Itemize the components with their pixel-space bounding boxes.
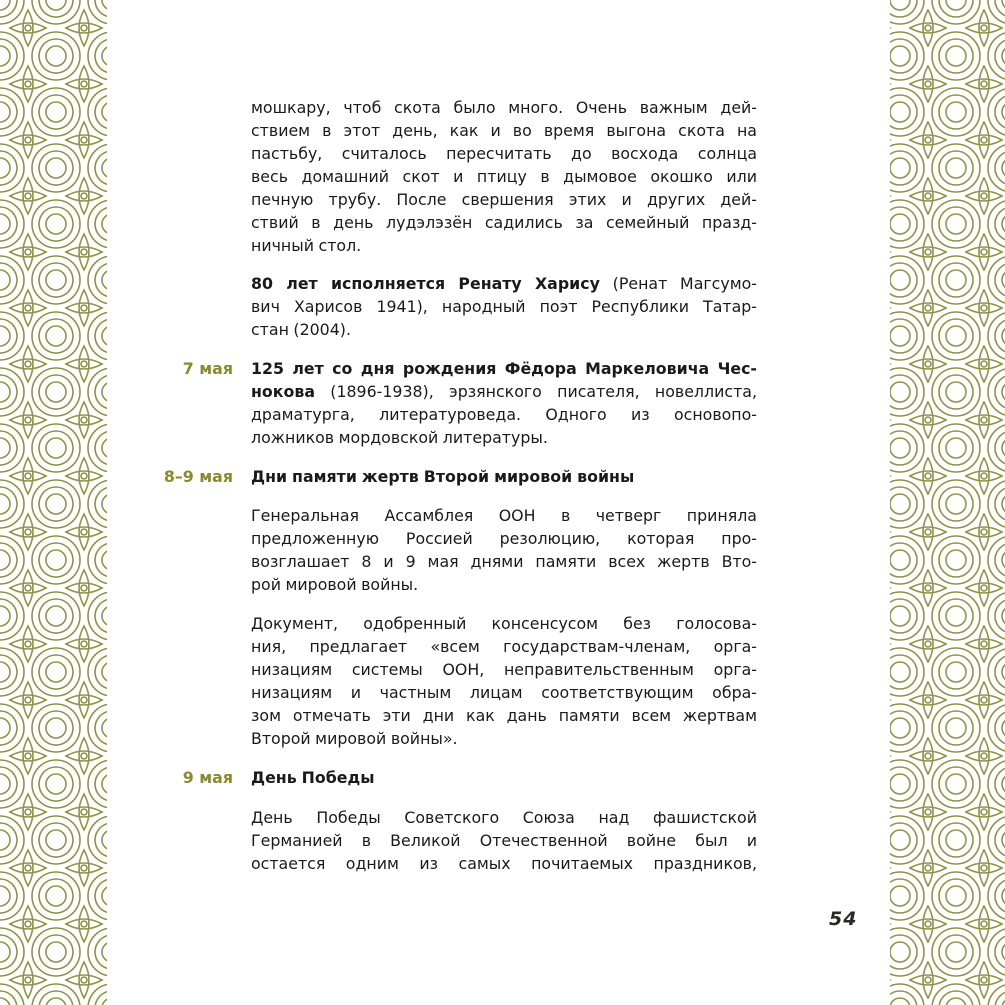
page-content <box>107 0 890 1005</box>
text-line: стан (2004). <box>251 320 351 339</box>
ornament-pattern-right <box>890 0 1005 1005</box>
text-line: рой мировой войны. <box>251 575 419 594</box>
text-line: предложенную Россией резолюцию, которая про- <box>251 529 757 548</box>
text-line <box>251 380 757 403</box>
entry-7-may <box>251 357 757 449</box>
text-line: День Победы Советского Союза над фашистской <box>251 808 757 827</box>
text-line: ния, предлагает «всем государствам-членам, орга- <box>251 637 757 656</box>
text-line: низациям системы ООН, неправительственным орга- <box>251 660 757 679</box>
text-line <box>251 272 757 295</box>
text-line: Генеральная Ассамблея ООН в четверг приняла <box>251 506 757 525</box>
section-heading: Дни памяти жертв Второй мировой войны <box>251 467 635 486</box>
section-heading: День Победы <box>251 768 375 787</box>
paragraph-renat-kharis <box>251 272 757 341</box>
text-line: мошкару, чтоб скота было много. Очень важным дей- <box>251 98 757 117</box>
paragraph-un-document <box>251 612 757 750</box>
text-line: Германией в Великой Отечественной войне был и <box>251 831 757 850</box>
text-line: зом отмечать эти дни как дань памяти всем жертвам <box>251 706 757 725</box>
text-line: печную трубу. После свершения этих и других дей- <box>251 190 757 209</box>
paragraph-un-resolution <box>251 504 757 596</box>
text-line: остается одним из самых почитаемых праздников, <box>251 854 757 873</box>
date-label: 8–9 мая <box>163 467 233 486</box>
text-line: ствием в этот день, как и во время выгона скота на <box>251 121 757 140</box>
text-line: ничный стол. <box>251 236 362 255</box>
right-ornament-border <box>890 0 1005 1005</box>
text-line: весь домашний скот и птицу в дымовое окошко или <box>251 167 757 186</box>
text-line: возглашает 8 и 9 мая днями памяти всех жертв Вто- <box>251 552 757 571</box>
bold-heading: 125 лет со дня рождения Фёдора Маркеловича Чес- <box>251 359 757 378</box>
text-line: Второй мировой войны». <box>251 729 458 748</box>
bold-heading: нокова <box>251 382 315 401</box>
text-line: вич Харисов 1941), народный поэт Республики Татар- <box>251 297 757 316</box>
entry-9-may <box>251 766 757 789</box>
text-line: ствий в день лудэлэзён садились за семейный празд- <box>251 213 757 232</box>
text-line: пастьбу, считалось пересчитать до восхода солнца <box>251 144 757 163</box>
text-line: низациям и частным лицам соответствующим обра- <box>251 683 757 702</box>
bold-heading: 80 лет исполняется Ренату Харису <box>251 274 600 293</box>
paragraph-victory-day <box>251 806 757 875</box>
date-label: 7 мая <box>182 359 233 378</box>
text-run: (Ренат Магсумо- <box>599 274 757 293</box>
ornament-pattern-left <box>0 0 107 1005</box>
paragraph-ludelezyon <box>251 96 757 257</box>
text-line: Документ, одобренный консенсусом без голосова- <box>251 614 757 633</box>
page-number: 54 <box>829 908 858 930</box>
text-run: (1896-1938), эрзянского писателя, новеллиста, <box>315 382 757 401</box>
text-line: драматурга, литературоведа. Одного из основопо- <box>251 405 757 424</box>
date-label: 9 мая <box>182 768 233 787</box>
text-line: ложников мордовской литературы. <box>251 428 548 447</box>
left-ornament-border <box>0 0 107 1005</box>
entry-8-9-may <box>251 465 757 488</box>
